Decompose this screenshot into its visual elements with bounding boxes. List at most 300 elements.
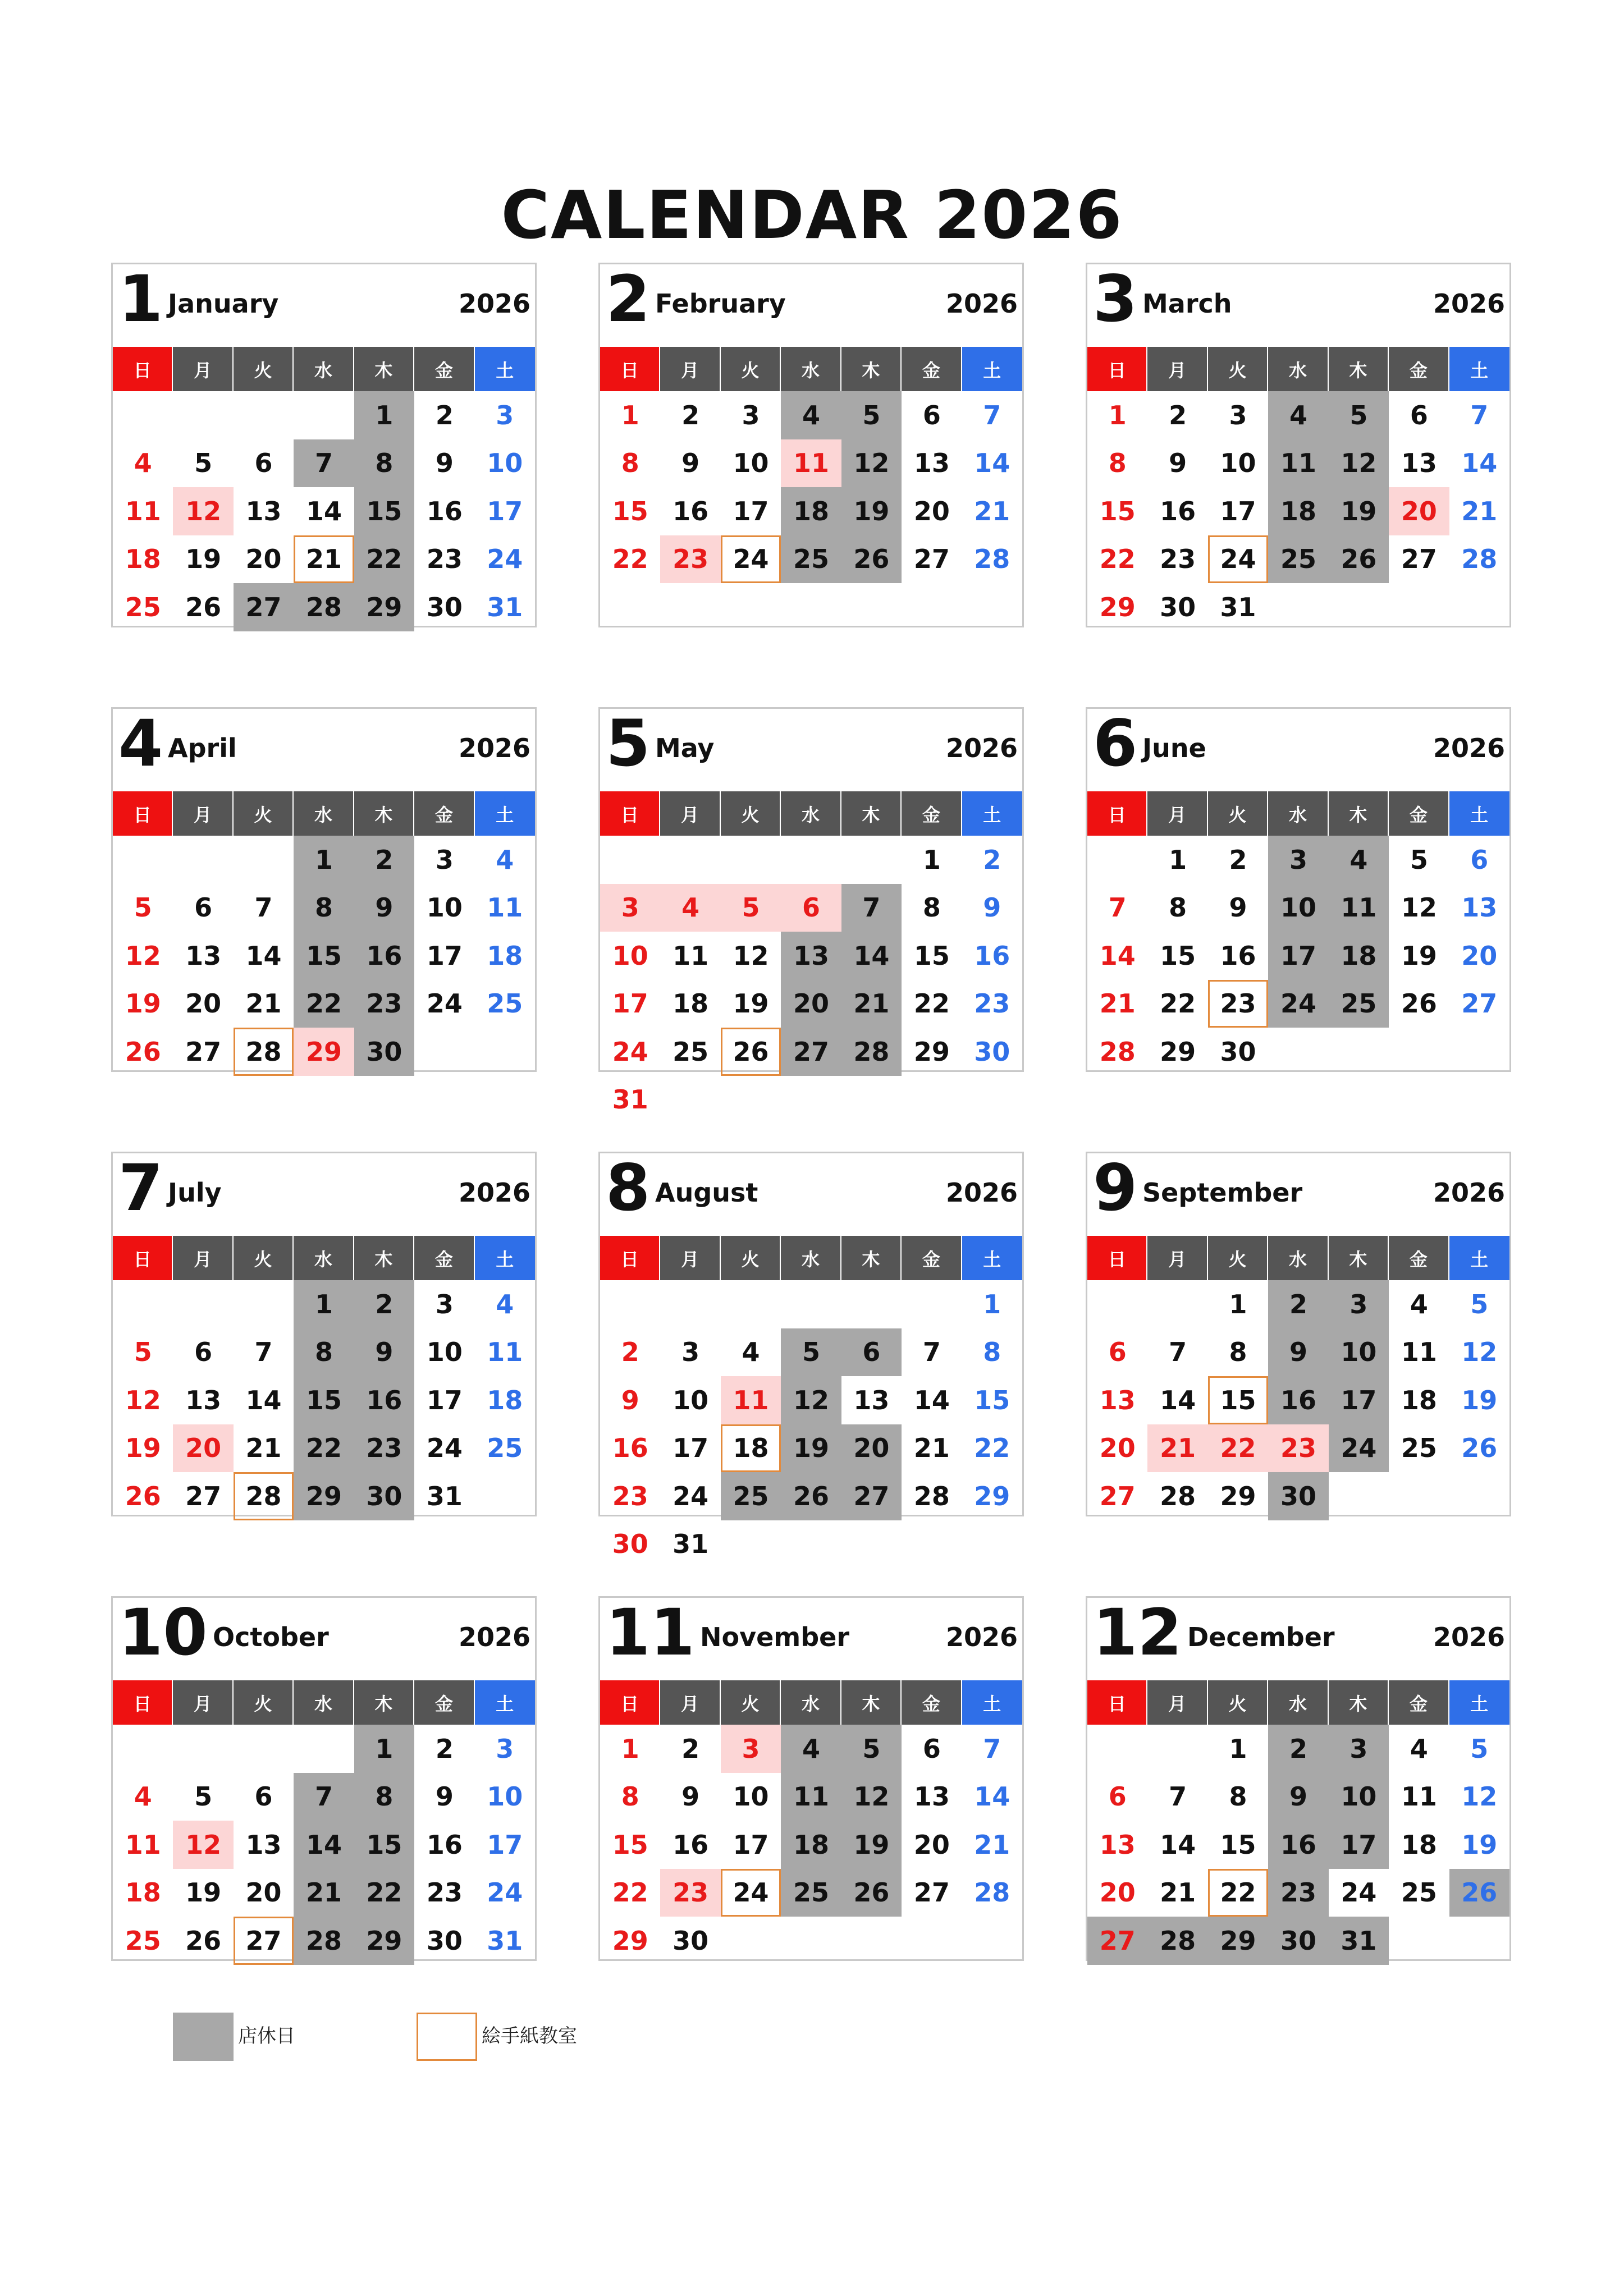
weekday-cell: 水 (781, 1680, 841, 1725)
day-cell: 3 (435, 844, 454, 875)
day-cell: 19 (841, 487, 902, 535)
day-cell: 10 (733, 1781, 769, 1812)
day-cell: 3 (681, 1337, 700, 1368)
day-cell: 28 (1461, 544, 1498, 575)
day-cell: 6 (781, 884, 841, 932)
day-cell: 10 (612, 940, 648, 971)
month-name: October (213, 1622, 329, 1652)
day-cell: 3 (721, 1725, 781, 1773)
day-cell: 29 (1208, 1917, 1268, 1965)
month-number: 12 (1093, 1595, 1182, 1670)
weekday-cell: 金 (1389, 1680, 1449, 1725)
month-name: June (1142, 733, 1206, 763)
weekday-cell: 土 (475, 347, 535, 391)
month-number: 6 (1093, 706, 1138, 781)
day-cell: 21 (245, 988, 282, 1019)
day-cell: 17 (487, 1829, 523, 1860)
day-cell: 19 (781, 1424, 841, 1473)
day-cell: 14 (913, 1385, 950, 1415)
day-cell: 14 (1461, 448, 1498, 479)
weekday-cell: 日 (600, 1680, 660, 1725)
day-cell: 5 (134, 892, 152, 923)
day-cell: 18 (721, 1424, 781, 1473)
legend-closed-swatch (173, 2013, 234, 2061)
empty-cell (1087, 1725, 1147, 1773)
day-cell: 22 (294, 1424, 354, 1473)
day-cell: 23 (974, 988, 1010, 1019)
empty-cell (173, 391, 233, 439)
day-cell: 22 (1099, 544, 1136, 575)
day-cell: 9 (435, 448, 454, 479)
day-cell: 18 (1268, 487, 1328, 535)
day-cell: 6 (254, 448, 273, 479)
day-cell: 23 (1208, 980, 1268, 1028)
day-cell: 9 (435, 1781, 454, 1812)
day-cell: 1 (1229, 1733, 1247, 1764)
day-cell: 25 (673, 1036, 709, 1067)
day-cell: 19 (125, 988, 161, 1019)
weekday-cell: 日 (1087, 347, 1147, 391)
day-cell: 2 (681, 1733, 700, 1764)
day-cell: 2 (1268, 1280, 1328, 1328)
day-cell: 3 (1229, 400, 1247, 430)
day-cell: 21 (974, 496, 1010, 526)
weekday-cell: 水 (1268, 791, 1328, 836)
weekday-cell: 土 (1449, 347, 1509, 391)
day-cell: 13 (185, 940, 222, 971)
page-title: CALENDAR 2026 (501, 176, 1123, 254)
weekday-cell: 金 (902, 1236, 962, 1280)
day-cell: 11 (125, 1829, 161, 1860)
day-cell: 13 (1099, 1829, 1136, 1860)
weekday-header (113, 347, 535, 391)
day-cell: 16 (426, 1829, 463, 1860)
weekday-cell: 金 (414, 1680, 474, 1725)
day-cell: 12 (1401, 892, 1437, 923)
weekday-cell: 水 (1268, 1236, 1328, 1280)
day-cell: 14 (1160, 1829, 1196, 1860)
weekday-cell: 金 (414, 347, 474, 391)
day-cell: 7 (294, 439, 354, 488)
day-cell: 21 (841, 980, 902, 1028)
day-cell: 24 (721, 535, 781, 584)
day-cell: 10 (1220, 448, 1256, 479)
day-grid (1087, 1280, 1509, 1520)
day-cell: 12 (1461, 1337, 1498, 1368)
weekday-header (113, 1236, 535, 1280)
day-cell: 27 (234, 1917, 294, 1965)
day-cell: 3 (435, 1289, 454, 1319)
legend-event-swatch (417, 2013, 477, 2061)
day-cell: 1 (983, 1289, 1001, 1319)
day-cell: 21 (1461, 496, 1498, 526)
day-cell: 5 (841, 391, 902, 439)
month-name: March (1142, 288, 1232, 319)
day-cell: 4 (1410, 1733, 1428, 1764)
month-name: September (1142, 1177, 1303, 1208)
weekday-cell: 土 (1449, 1680, 1509, 1725)
weekday-header (600, 1236, 1022, 1280)
day-cell: 18 (1401, 1385, 1437, 1415)
month-10 (111, 1596, 537, 1961)
day-cell: 4 (781, 1725, 841, 1773)
day-cell: 16 (1160, 496, 1196, 526)
day-cell: 22 (354, 535, 414, 584)
day-cell: 30 (1268, 1472, 1328, 1520)
weekday-cell: 月 (173, 347, 233, 391)
day-cell: 29 (913, 1036, 950, 1067)
day-cell: 30 (426, 592, 463, 622)
day-cell: 30 (1268, 1917, 1328, 1965)
day-grid (1087, 836, 1509, 1076)
weekday-cell: 土 (475, 1680, 535, 1725)
day-cell: 15 (1220, 1829, 1256, 1860)
day-cell: 27 (185, 1036, 222, 1067)
day-cell: 13 (913, 448, 950, 479)
day-cell: 17 (1329, 1376, 1389, 1424)
empty-cell (113, 836, 173, 884)
day-cell: 1 (1169, 844, 1187, 875)
day-cell: 28 (234, 1028, 294, 1076)
weekday-cell: 木 (354, 791, 414, 836)
day-cell: 21 (294, 535, 354, 584)
day-cell: 24 (1341, 1877, 1377, 1908)
weekday-cell: 木 (841, 347, 902, 391)
day-cell: 18 (1401, 1829, 1437, 1860)
day-cell: 4 (496, 844, 514, 875)
month-name: January (168, 288, 279, 319)
day-cell: 27 (1461, 988, 1498, 1019)
weekday-cell: 木 (1329, 791, 1389, 836)
day-cell: 20 (1099, 1433, 1136, 1464)
day-cell: 5 (194, 448, 213, 479)
day-cell: 13 (853, 1385, 890, 1415)
day-cell: 23 (426, 544, 463, 575)
day-cell: 16 (426, 496, 463, 526)
day-cell: 25 (781, 1869, 841, 1917)
weekday-cell: 金 (902, 1680, 962, 1725)
day-cell: 8 (294, 1328, 354, 1377)
day-cell: 22 (354, 1869, 414, 1917)
day-cell: 26 (1329, 535, 1389, 584)
day-cell: 12 (841, 439, 902, 488)
weekday-header (113, 1680, 535, 1725)
day-cell: 25 (1401, 1877, 1437, 1908)
day-cell: 1 (621, 400, 639, 430)
day-cell: 7 (254, 892, 273, 923)
day-cell: 5 (841, 1725, 902, 1773)
day-cell: 22 (1208, 1424, 1268, 1473)
empty-cell (113, 1280, 173, 1328)
weekday-cell: 金 (902, 347, 962, 391)
day-cell: 20 (173, 1424, 233, 1473)
month-year: 2026 (458, 1177, 530, 1208)
day-cell: 11 (781, 1773, 841, 1821)
day-cell: 24 (1208, 535, 1268, 584)
weekday-cell: 金 (1389, 791, 1449, 836)
day-cell: 14 (974, 1781, 1010, 1812)
day-cell: 2 (1268, 1725, 1328, 1773)
day-cell: 18 (1329, 932, 1389, 980)
weekday-cell: 木 (354, 347, 414, 391)
weekday-header (1087, 1680, 1509, 1725)
day-cell: 8 (1229, 1781, 1247, 1812)
day-cell: 12 (173, 487, 233, 535)
day-cell: 11 (1401, 1781, 1437, 1812)
weekday-cell: 木 (1329, 347, 1389, 391)
empty-cell (781, 836, 841, 884)
day-cell: 12 (1329, 439, 1389, 488)
day-cell: 20 (913, 1829, 950, 1860)
weekday-cell: 水 (1268, 1680, 1328, 1725)
day-cell: 4 (781, 391, 841, 439)
month-number: 3 (1093, 262, 1138, 336)
day-cell: 29 (974, 1481, 1010, 1511)
weekday-cell: 土 (1449, 791, 1509, 836)
weekday-header (113, 791, 535, 836)
month-name: December (1187, 1622, 1335, 1652)
empty-cell (721, 1280, 781, 1328)
empty-cell (660, 836, 720, 884)
weekday-cell: 火 (1208, 1680, 1268, 1725)
weekday-cell: 火 (721, 347, 781, 391)
day-cell: 26 (1401, 988, 1437, 1019)
weekday-cell: 水 (781, 347, 841, 391)
day-cell: 2 (354, 1280, 414, 1328)
month-name: November (700, 1622, 850, 1652)
day-cell: 18 (781, 1821, 841, 1869)
day-grid (600, 1280, 1022, 1568)
empty-cell (173, 836, 233, 884)
day-cell: 26 (125, 1481, 161, 1511)
day-cell: 25 (125, 592, 161, 622)
day-cell: 15 (354, 487, 414, 535)
day-cell: 20 (1461, 940, 1498, 971)
weekday-cell: 木 (841, 791, 902, 836)
weekday-cell: 月 (1147, 347, 1207, 391)
day-cell: 31 (426, 1481, 463, 1511)
day-cell: 14 (974, 448, 1010, 479)
day-cell: 7 (983, 400, 1001, 430)
day-cell: 20 (245, 1877, 282, 1908)
day-cell: 9 (354, 884, 414, 932)
day-cell: 4 (742, 1337, 760, 1368)
day-cell: 11 (1401, 1337, 1437, 1368)
day-cell: 14 (305, 496, 342, 526)
day-cell: 2 (354, 836, 414, 884)
day-cell: 14 (294, 1821, 354, 1869)
weekday-cell: 火 (1208, 347, 1268, 391)
month-5 (598, 706, 1024, 1115)
day-cell: 28 (294, 583, 354, 631)
day-cell: 3 (496, 400, 514, 430)
weekday-cell: 火 (234, 791, 294, 836)
day-cell: 15 (354, 1821, 414, 1869)
month-number: 10 (118, 1595, 208, 1670)
day-cell: 30 (1160, 592, 1196, 622)
day-cell: 30 (354, 1472, 414, 1520)
day-cell: 14 (245, 940, 282, 971)
day-cell: 29 (1220, 1481, 1256, 1511)
weekday-cell: 土 (1449, 1236, 1509, 1280)
month-year: 2026 (458, 733, 530, 763)
month-4 (111, 707, 537, 1072)
day-cell: 29 (294, 1028, 354, 1076)
month-number: 8 (606, 1151, 651, 1225)
day-cell: 9 (1268, 1328, 1328, 1377)
day-cell: 10 (1329, 1773, 1389, 1821)
weekday-cell: 日 (113, 1680, 173, 1725)
weekday-cell: 日 (1087, 791, 1147, 836)
day-cell: 25 (487, 988, 523, 1019)
month-year: 2026 (1433, 1177, 1505, 1208)
day-cell: 4 (1329, 836, 1389, 884)
weekday-cell: 土 (962, 791, 1022, 836)
day-grid (1087, 391, 1509, 631)
day-cell: 11 (673, 940, 709, 971)
day-cell: 25 (781, 535, 841, 584)
empty-cell (113, 391, 173, 439)
day-cell: 24 (721, 1869, 781, 1917)
weekday-cell: 日 (600, 347, 660, 391)
day-grid (600, 836, 1022, 1124)
day-cell: 4 (660, 884, 720, 932)
day-cell: 29 (612, 1925, 648, 1956)
day-cell: 6 (922, 400, 941, 430)
day-cell: 5 (1470, 1289, 1489, 1319)
weekday-header (1087, 791, 1509, 836)
empty-cell (1147, 1280, 1207, 1328)
day-cell: 13 (185, 1385, 222, 1415)
weekday-cell: 火 (1208, 1236, 1268, 1280)
day-cell: 22 (612, 544, 648, 575)
empty-cell (600, 836, 660, 884)
day-cell: 28 (1160, 1481, 1196, 1511)
day-cell: 10 (733, 448, 769, 479)
day-cell: 19 (1401, 940, 1437, 971)
weekday-cell: 木 (841, 1680, 902, 1725)
day-cell: 22 (612, 1877, 648, 1908)
weekday-cell: 日 (113, 791, 173, 836)
day-cell: 29 (354, 1917, 414, 1965)
day-cell: 15 (612, 1829, 648, 1860)
day-cell: 8 (922, 892, 941, 923)
weekday-cell: 金 (1389, 1236, 1449, 1280)
day-cell: 12 (841, 1773, 902, 1821)
day-cell: 6 (1470, 844, 1489, 875)
day-cell: 19 (1329, 487, 1389, 535)
day-cell: 25 (1268, 535, 1328, 584)
month-year: 2026 (1433, 1622, 1505, 1652)
weekday-cell: 月 (1147, 1680, 1207, 1725)
weekday-cell: 水 (1268, 347, 1328, 391)
day-cell: 15 (612, 496, 648, 526)
day-cell: 31 (673, 1529, 709, 1560)
day-cell: 17 (1329, 1821, 1389, 1869)
month-year: 2026 (458, 1622, 530, 1652)
weekday-cell: 火 (721, 1236, 781, 1280)
day-cell: 8 (354, 1773, 414, 1821)
day-cell: 1 (1229, 1289, 1247, 1319)
month-3 (1086, 263, 1511, 627)
empty-cell (841, 1280, 902, 1328)
day-cell: 30 (612, 1529, 648, 1560)
day-cell: 15 (913, 940, 950, 971)
day-cell: 25 (125, 1925, 161, 1956)
day-cell: 15 (294, 1376, 354, 1424)
day-cell: 7 (294, 1773, 354, 1821)
day-cell: 26 (125, 1036, 161, 1067)
day-cell: 1 (354, 1725, 414, 1773)
day-cell: 21 (245, 1433, 282, 1464)
day-cell: 28 (974, 544, 1010, 575)
day-cell: 24 (426, 1433, 463, 1464)
day-cell: 5 (1470, 1733, 1489, 1764)
day-cell: 24 (673, 1481, 709, 1511)
empty-cell (1087, 1280, 1147, 1328)
day-cell: 15 (974, 1385, 1010, 1415)
day-cell: 27 (1099, 1481, 1136, 1511)
day-cell: 7 (254, 1337, 273, 1368)
day-cell: 20 (781, 980, 841, 1028)
day-cell: 17 (487, 496, 523, 526)
month-year: 2026 (945, 1177, 1018, 1208)
month-7 (111, 1152, 537, 1516)
weekday-cell: 土 (475, 791, 535, 836)
day-cell: 28 (1099, 1036, 1136, 1067)
day-cell: 27 (1401, 544, 1437, 575)
day-cell: 26 (1449, 1869, 1509, 1917)
day-cell: 23 (426, 1877, 463, 1908)
day-cell: 7 (1108, 892, 1127, 923)
day-cell: 1 (354, 391, 414, 439)
month-year: 2026 (458, 288, 530, 319)
day-cell: 3 (742, 400, 760, 430)
day-cell: 27 (234, 583, 294, 631)
day-cell: 7 (983, 1733, 1001, 1764)
day-cell: 19 (733, 988, 769, 1019)
weekday-header (1087, 1236, 1509, 1280)
day-cell: 11 (1268, 439, 1328, 488)
day-cell: 17 (1268, 932, 1328, 980)
weekday-cell: 金 (1389, 347, 1449, 391)
day-cell: 17 (426, 940, 463, 971)
day-cell: 16 (354, 932, 414, 980)
day-cell: 29 (1160, 1036, 1196, 1067)
day-cell: 23 (1160, 544, 1196, 575)
empty-cell (234, 836, 294, 884)
day-cell: 10 (1329, 1328, 1389, 1377)
weekday-cell: 木 (1329, 1236, 1389, 1280)
day-grid (113, 1725, 535, 1965)
day-cell: 12 (733, 940, 769, 971)
weekday-cell: 水 (294, 1236, 354, 1280)
day-cell: 22 (913, 988, 950, 1019)
day-cell: 17 (673, 1433, 709, 1464)
weekday-cell: 火 (234, 1680, 294, 1725)
day-cell: 8 (621, 448, 639, 479)
day-cell: 22 (294, 980, 354, 1028)
weekday-header (600, 791, 1022, 836)
day-cell: 14 (245, 1385, 282, 1415)
day-cell: 2 (621, 1337, 639, 1368)
empty-cell (781, 1280, 841, 1328)
day-grid (1087, 1725, 1509, 1965)
day-cell: 9 (621, 1385, 639, 1415)
day-cell: 28 (974, 1877, 1010, 1908)
weekday-cell: 水 (294, 791, 354, 836)
day-cell: 4 (1410, 1289, 1428, 1319)
